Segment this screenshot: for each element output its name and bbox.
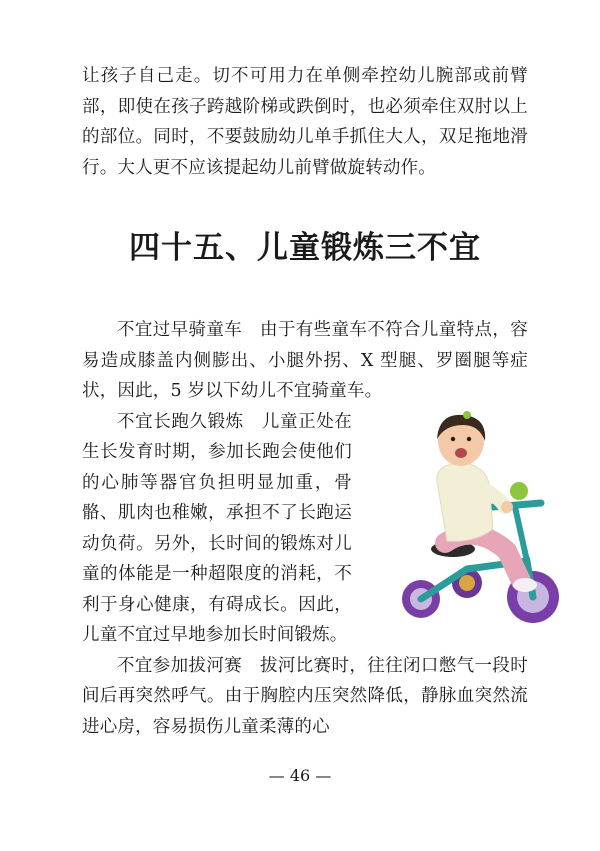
paragraph-item-2: [82, 407, 528, 651]
item-2-body: 儿童正处在生长发育时期，参加长跑会使他们的心肺等器官负担明显加重，骨骼、肌肉也稚嫩，承担不了长跑运动负荷。另外，长时间的锻炼对儿童的体能是一种超限度的消耗，不利于身心健康，有碍成长。因此，儿童不宜过早地参加长时间锻炼。: [82, 411, 353, 645]
intro-paragraph: 让孩子自己走。切不可用力在单侧牵控幼儿腕部或前臂部，即使在孩子跨越阶梯或跌倒时，也必须牵住双肘以上的部位。同时，不要鼓励幼儿单手抓住大人，双足拖地滑行。大人更不应该提起幼儿前臂做旋转动作。: [82, 66, 528, 178]
child-on-tricycle-illustration: [395, 411, 563, 629]
child-eye-right: [467, 436, 471, 440]
paragraph-item-3: [82, 651, 528, 743]
item-3-lead: 不宜参加拔河赛: [117, 655, 243, 676]
page-number: — 46 —: [268, 766, 332, 785]
child-shirt: [437, 463, 493, 541]
section-title: 四十五、儿童锻炼三不宜: [129, 230, 481, 266]
item-1-lead: 不宜过早骑童车: [117, 320, 243, 340]
child-mouth: [455, 448, 467, 458]
child-tricycle-photo: [360, 411, 528, 629]
section-body: [82, 315, 528, 742]
item-3-body: 拔河比赛时，往往闭口憋气一段时间后再突然呼气。由于胸腔内压突然降低，静脉血突然流进心房，容易损伤儿童柔薄的心: [82, 655, 529, 737]
rear-right-wheel-hub: [459, 575, 475, 591]
paragraph-item-1: [82, 315, 528, 407]
child-eye-left: [451, 436, 455, 440]
child-shoe: [513, 578, 537, 592]
intro-text-block: [82, 61, 528, 183]
frog-ornament: [510, 482, 528, 500]
item-1-body: 由于有些童车不符合儿童特点，容易造成膝盖内侧膨出、小腿外拐、X 型腿、罗圈腿等症状，因此，5 岁以下幼儿不宜骑童车。: [82, 320, 529, 401]
item-2-lead: 不宜长跑久锻炼: [117, 411, 244, 432]
hair-tie: [463, 411, 471, 419]
child-hand: [501, 501, 513, 513]
